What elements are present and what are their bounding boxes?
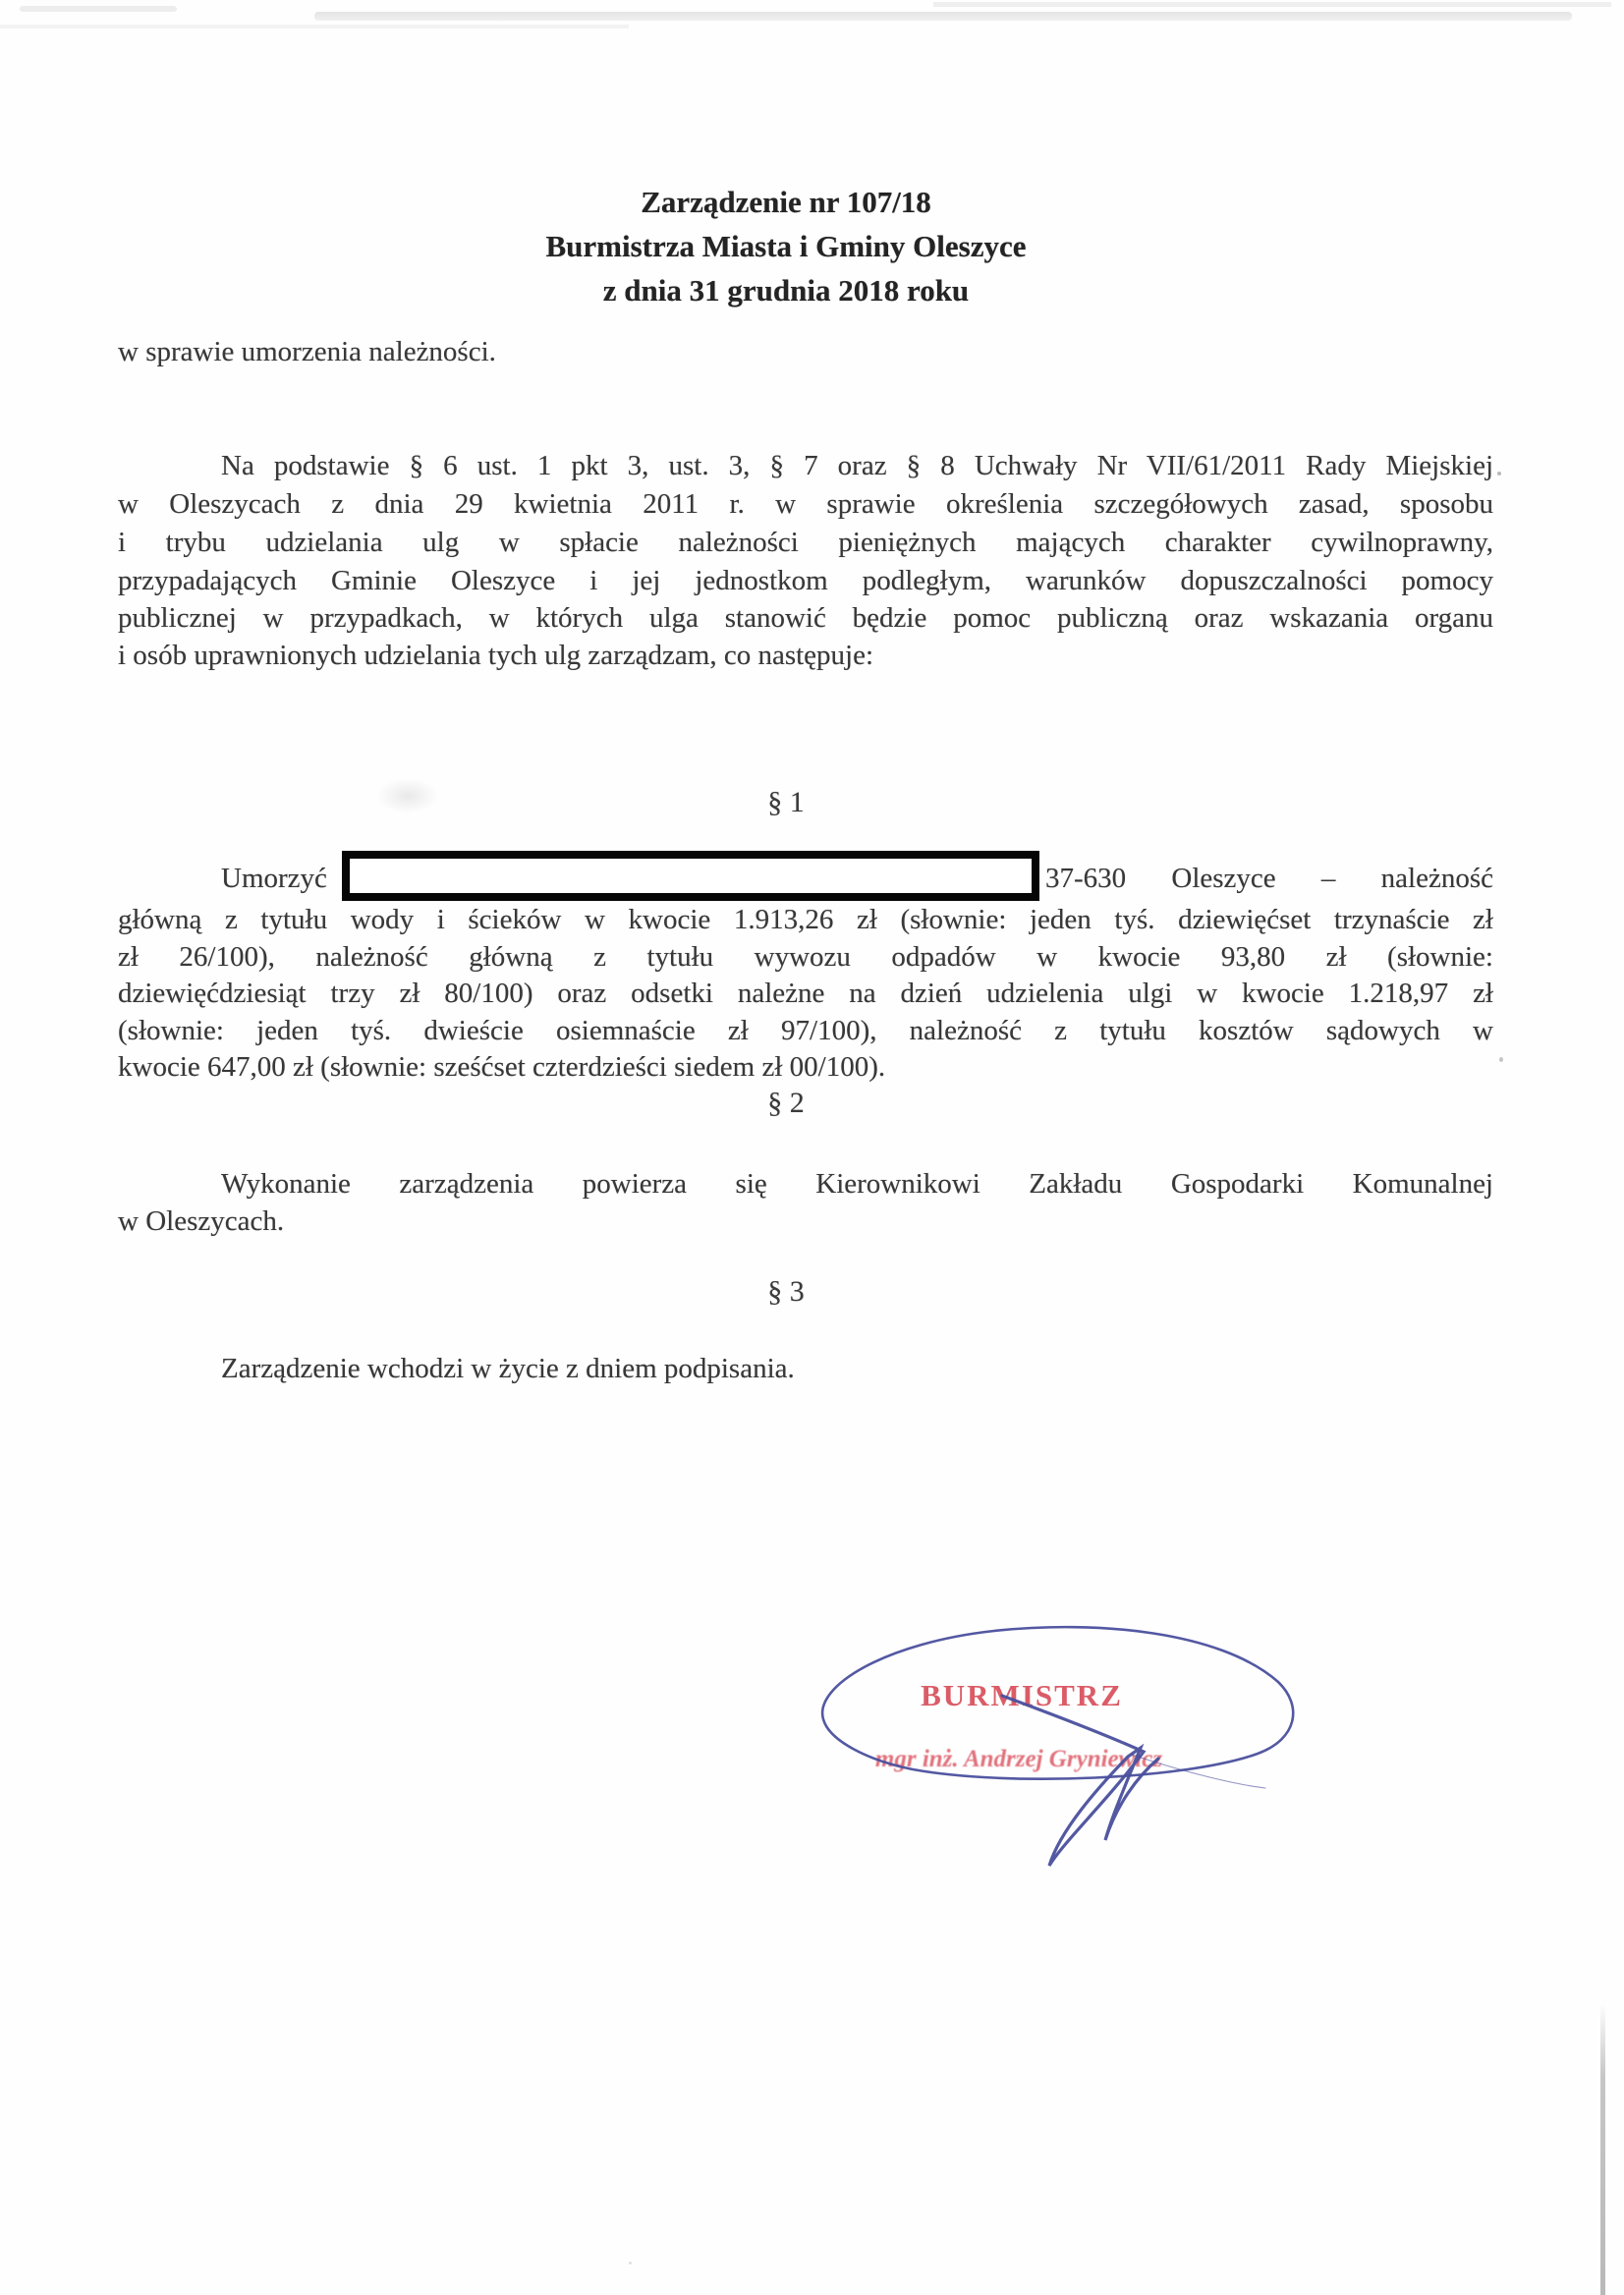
document-title-line-3: z dnia 31 grudnia 2018 roku — [602, 273, 970, 308]
redaction-box — [342, 851, 1039, 901]
legal-basis-line: Na podstawie § 6 ust. 1 pkt 3, ust. 3, § 7 oraz § 8 Uchwały Nr VII/61/2011 Rady Miejskiej — [221, 450, 1493, 481]
section-3-marker: § 3 — [767, 1275, 805, 1308]
section-2-marker: § 2 — [767, 1087, 805, 1119]
section-3-line: Zarządzenie wchodzi w życie z dniem podpisania. — [221, 1353, 795, 1384]
scan-streak-top-main — [314, 12, 1572, 21]
section-1-marker: § 1 — [767, 786, 805, 818]
scan-streak-top-sub — [0, 25, 629, 28]
scan-speck — [1497, 472, 1501, 476]
section-1-line: zł 26/100), należność główną z tytułu wywozu odpadów w kwocie 93,80 zł (słownie: — [118, 941, 1493, 973]
section-1-suffix: 37-630 Oleszyce – należność — [1045, 863, 1493, 894]
legal-basis-line: przypadających Gminie Oleszyce i jej jednostkom podległym, warunków dopuszczalności pomocy — [118, 565, 1493, 596]
legal-basis-line: w Oleszycach z dnia 29 kwietnia 2011 r. w sprawie określenia szczegółowych zasad, sposobu — [118, 488, 1493, 520]
section-1-line: dziewięćdziesiąt trzy zł 80/100) oraz odsetki należne na dzień udzielenia ulgi w kwocie 1.218,97 zł — [118, 978, 1493, 1009]
section-2-line: w Oleszycach. — [118, 1205, 285, 1237]
section-2-line: Wykonanie zarządzenia powierza się Kierownikowi Zakładu Gospodarki Komunalnej — [221, 1168, 1493, 1200]
section-1-line: kwocie 647,00 zł (słownie: sześćset czterdzieści siedem zł 00/100). — [118, 1051, 886, 1083]
signatory-name-stamp: mgr inż. Andrzej Gryniewicz — [874, 1746, 1163, 1772]
legal-basis-line: i trybu udzielania ulg w spłacie należności pieniężnych mających charakter cywilnoprawny, — [118, 527, 1493, 558]
scan-streak-top-left — [20, 6, 177, 12]
pen-signature-icon — [766, 1592, 1375, 1916]
subject-line: w sprawie umorzenia należności. — [118, 336, 496, 367]
document-title-line-1: Zarządzenie nr 107/18 — [641, 185, 931, 219]
scan-speck — [1499, 1057, 1503, 1062]
scan-streak-top-right — [933, 2, 1611, 7]
scan-speck — [629, 2262, 632, 2265]
legal-basis-line: i osób uprawnionych udzielania tych ulg zarządzam, co następuje: — [118, 640, 874, 671]
legal-basis-line: publicznej w przypadkach, w których ulga stanowić będzie pomoc publiczną oraz wskazania organu — [118, 602, 1493, 634]
burmistrz-stamp-text: BURMISTRZ — [921, 1678, 1123, 1712]
section-1-prefix: Umorzyć — [221, 863, 327, 894]
section-1-line: (słownie: jeden tyś. dwieście osiemnaście zł 97/100), należność z tytułu kosztów sądowych w — [118, 1015, 1493, 1046]
document-title-line-2: Burmistrza Miasta i Gminy Oleszyce — [545, 229, 1027, 263]
section-1-line: główną z tytułu wody i ścieków w kwocie 1.913,26 zł (słownie: jeden tyś. dziewięćset trzynaście zł — [118, 904, 1493, 935]
scan-edge-line — [1600, 2004, 1605, 2295]
